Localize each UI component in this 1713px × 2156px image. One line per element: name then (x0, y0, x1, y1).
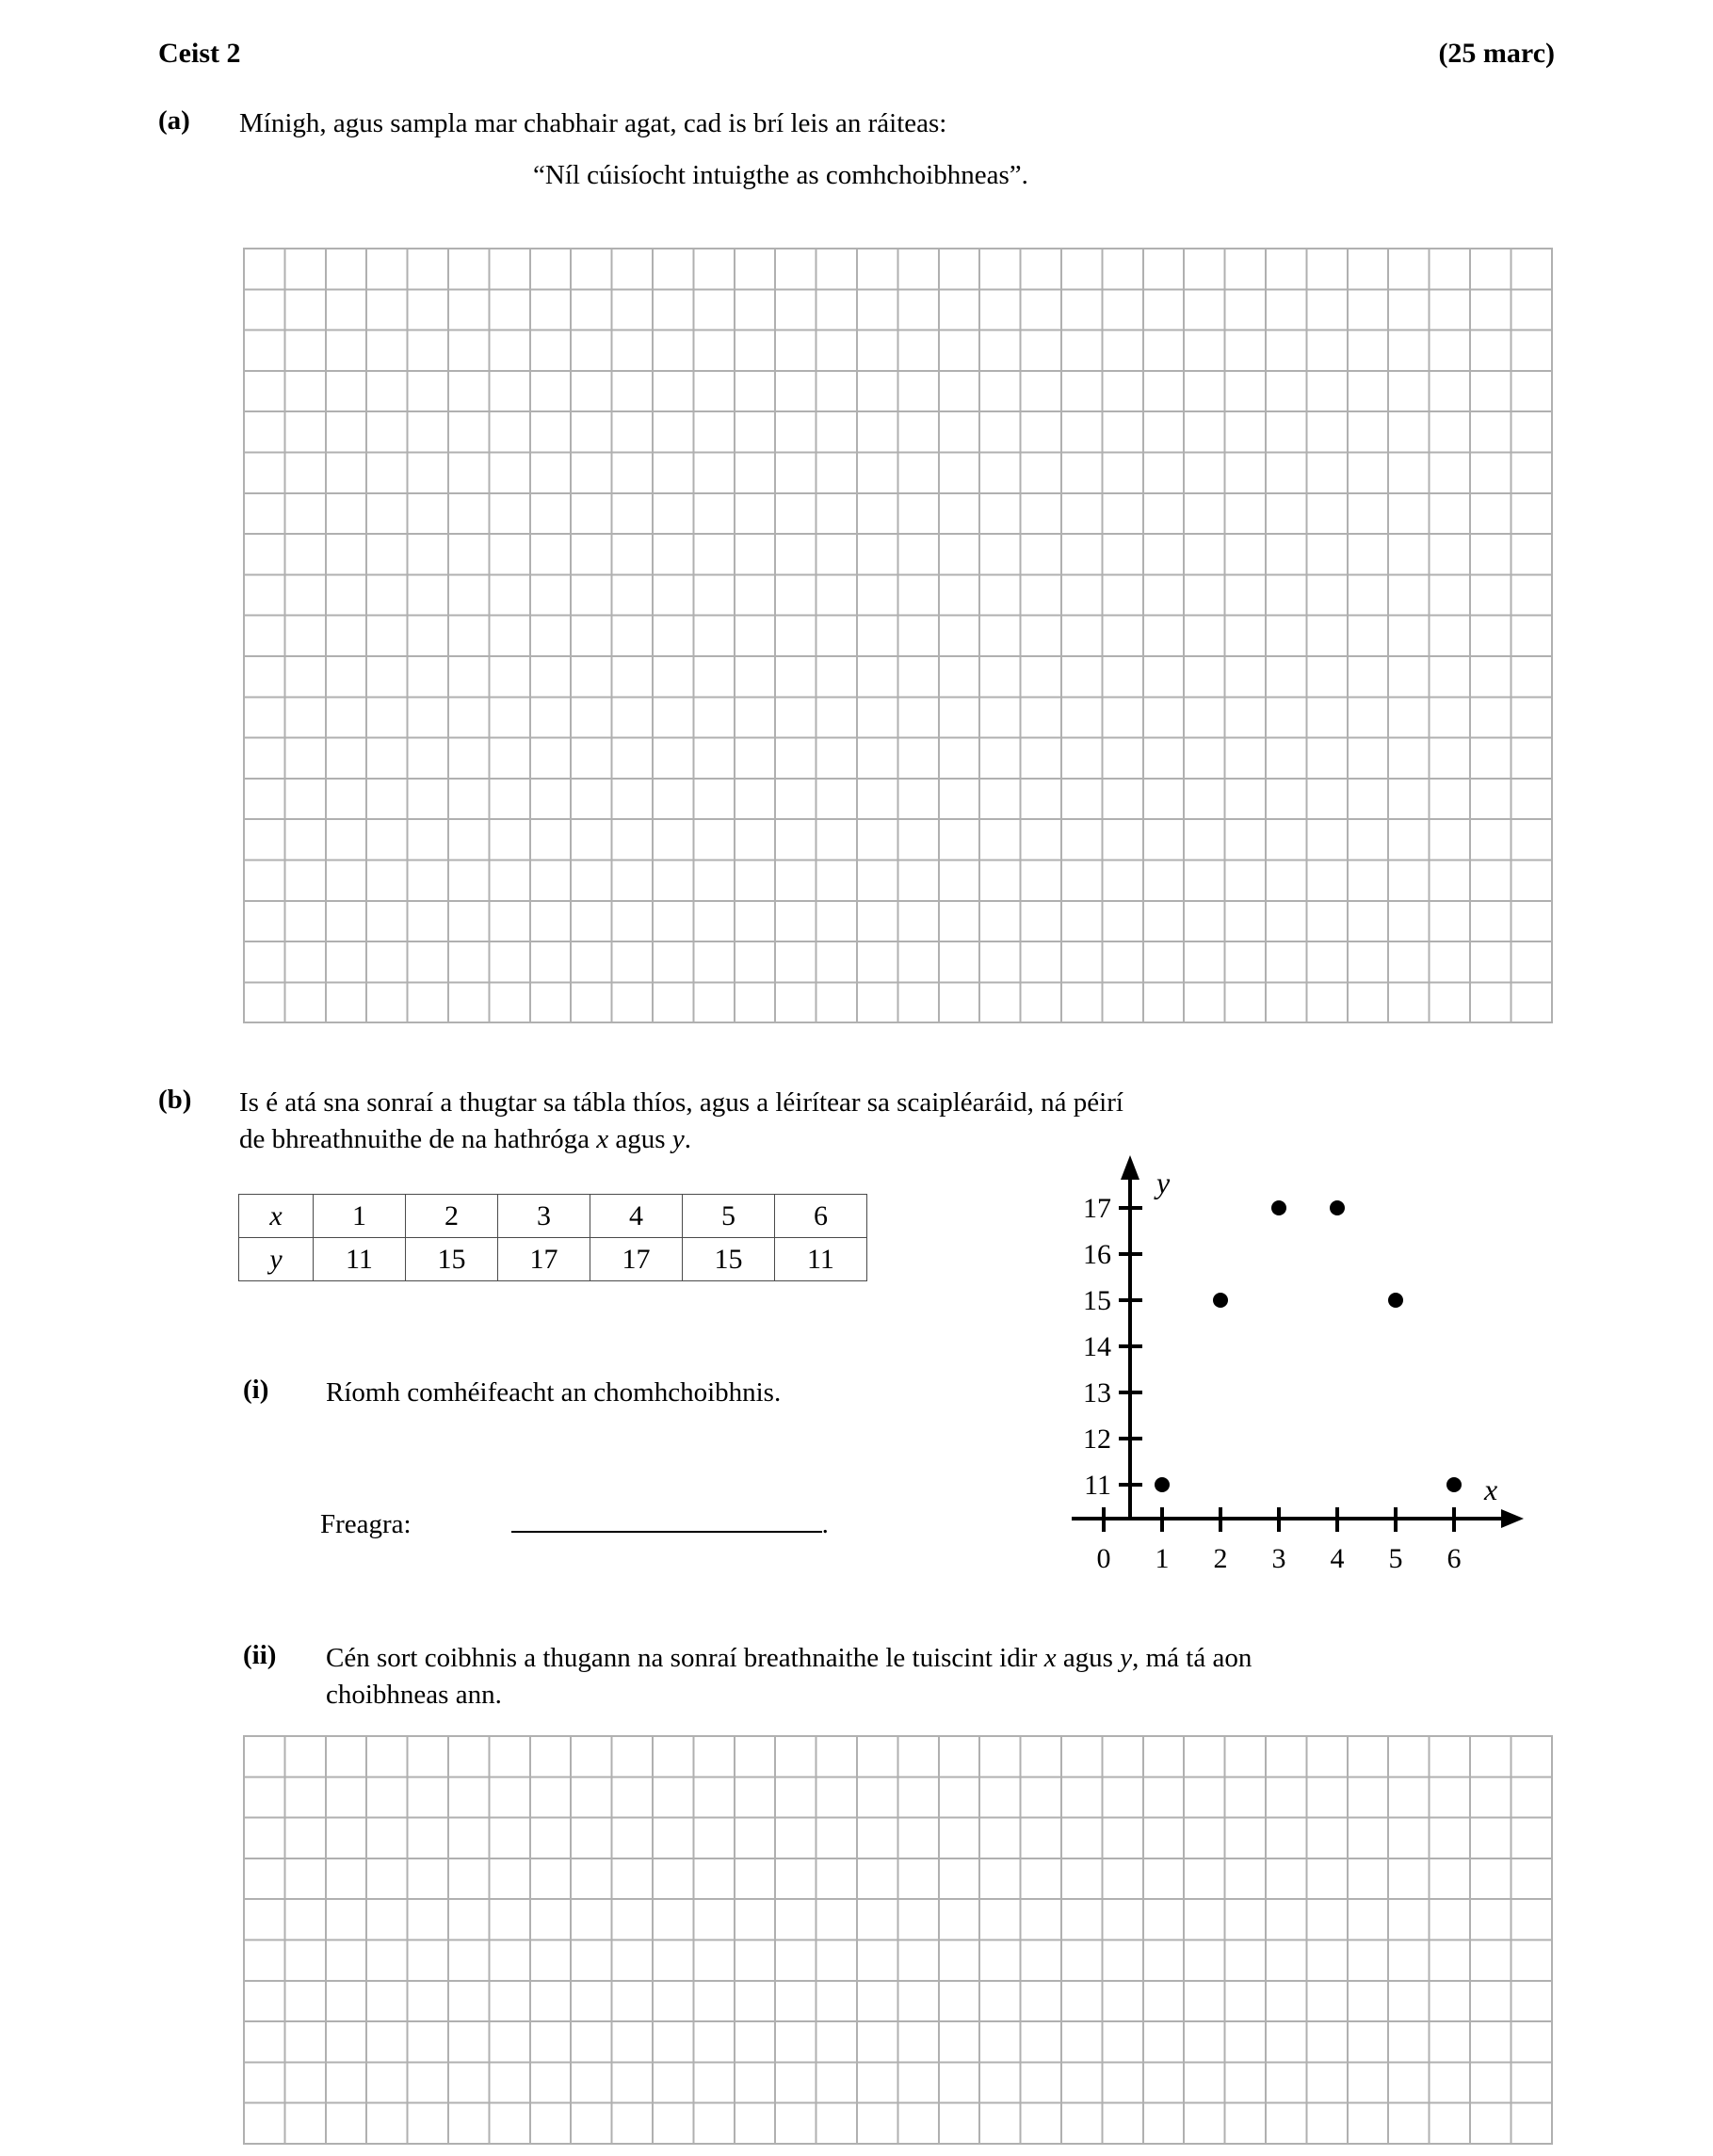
answer-grid-bottom[interactable] (243, 1735, 1553, 2145)
table-row-x (239, 1195, 867, 1238)
data-point-5 (1388, 1293, 1403, 1308)
x-axis-label: x (1484, 1472, 1498, 1506)
table-row-y (239, 1238, 867, 1281)
answer-grid-top[interactable] (243, 248, 1553, 1023)
y-axis-arrowhead (1121, 1155, 1139, 1180)
table-cell-y-4: 17 (590, 1238, 683, 1281)
x-tick-3: 3 (1271, 1543, 1286, 1574)
variable-y: y (1120, 1643, 1133, 1673)
x-axis-arrowhead (1501, 1509, 1524, 1528)
data-table (238, 1194, 867, 1281)
table-cell-y-1: 11 (314, 1238, 406, 1281)
y-axis-label: y (1156, 1166, 1171, 1199)
part-b-sub-i (243, 1375, 1091, 1411)
marks-label: (25 marc) (1438, 38, 1555, 69)
sub-i-label: (i) (243, 1375, 269, 1405)
scatter-plot (1045, 1144, 1535, 1586)
table-cell-y-3: 17 (498, 1238, 590, 1281)
x-tick-5: 5 (1388, 1543, 1403, 1574)
data-point-4 (1330, 1200, 1345, 1215)
sub-ii-line1-pre: Cén sort coibhnis a thugann na sonraí breathnaithe le tuiscint idir (326, 1643, 1044, 1673)
sub-ii-text (326, 1640, 1550, 1713)
table-cell-x-1: 1 (314, 1195, 406, 1238)
y-axis-tick-labels (1083, 1193, 1111, 1501)
variable-x: x (1043, 1643, 1057, 1673)
table-cell-x-4: 4 (590, 1195, 683, 1238)
data-point-1 (1155, 1477, 1170, 1492)
answer-label: Freagra: (320, 1509, 412, 1539)
y-tick-13: 13 (1083, 1377, 1111, 1408)
y-tick-17: 17 (1083, 1193, 1111, 1224)
part-b-text-line2-post: . (684, 1123, 691, 1154)
sub-ii-line1-mid: agus (1056, 1643, 1121, 1673)
table-row-header-x: x (239, 1195, 314, 1238)
data-point-2 (1213, 1293, 1228, 1308)
part-a-label: (a) (158, 105, 190, 136)
page-title: Ceist 2 (158, 38, 241, 69)
x-tick-0: 0 (1096, 1543, 1111, 1574)
table-cell-x-3: 3 (498, 1195, 590, 1238)
part-a-text: Mínigh, agus sampla mar chabhair agat, cad is brí leis an ráiteas: (239, 108, 947, 138)
part-b-label: (b) (158, 1085, 192, 1115)
table-cell-y-5: 15 (683, 1238, 775, 1281)
table-cell-x-5: 5 (683, 1195, 775, 1238)
answer-period: . (821, 1509, 829, 1539)
scatter-points (1155, 1200, 1462, 1492)
question-header (158, 38, 1555, 70)
part-b-text-line1: Is é atá sna sonraí a thugtar sa tábla thíos, agus a léirítear sa scaipléaráid, ná péirí (239, 1087, 1123, 1118)
x-tick-4: 4 (1330, 1543, 1345, 1574)
data-point-3 (1271, 1200, 1286, 1215)
x-tick-2: 2 (1213, 1543, 1228, 1574)
x-tick-1: 1 (1155, 1543, 1170, 1574)
y-tick-15: 15 (1083, 1285, 1111, 1316)
sub-ii-line1-post: , má tá aon (1132, 1643, 1252, 1673)
sub-ii-label: (ii) (243, 1640, 277, 1670)
answer-row (320, 1506, 829, 1540)
sub-ii-line2: choibhneas ann. (326, 1679, 502, 1710)
part-a (158, 105, 1552, 142)
part-b-text-line2-pre: de bhreathnuithe de na hathróga (239, 1123, 597, 1154)
y-tick-14: 14 (1083, 1331, 1111, 1362)
table-cell-y-6: 11 (775, 1238, 867, 1281)
answer-input-blank[interactable] (511, 1506, 822, 1533)
x-axis-tick-labels (1097, 1543, 1462, 1574)
part-a-statement: “Níl cúisíocht intuigthe as comhchoibhneas”. (533, 160, 1028, 190)
table-cell-x-6: 6 (775, 1195, 867, 1238)
table-cell-y-2: 15 (406, 1238, 498, 1281)
data-point-6 (1446, 1477, 1462, 1492)
table-row-header-y: y (239, 1238, 314, 1281)
variable-y: y (671, 1123, 685, 1154)
y-tick-16: 16 (1083, 1239, 1111, 1270)
variable-x: x (596, 1123, 609, 1154)
part-b-text-line2-mid: agus (608, 1123, 672, 1154)
part-b-sub-ii (243, 1640, 1561, 1713)
table-cell-x-2: 2 (406, 1195, 498, 1238)
y-tick-12: 12 (1083, 1424, 1111, 1455)
x-tick-6: 6 (1446, 1543, 1462, 1574)
y-tick-11: 11 (1084, 1470, 1111, 1501)
sub-i-text: Ríomh comhéifeacht an chomhchoibhnis. (326, 1377, 782, 1408)
